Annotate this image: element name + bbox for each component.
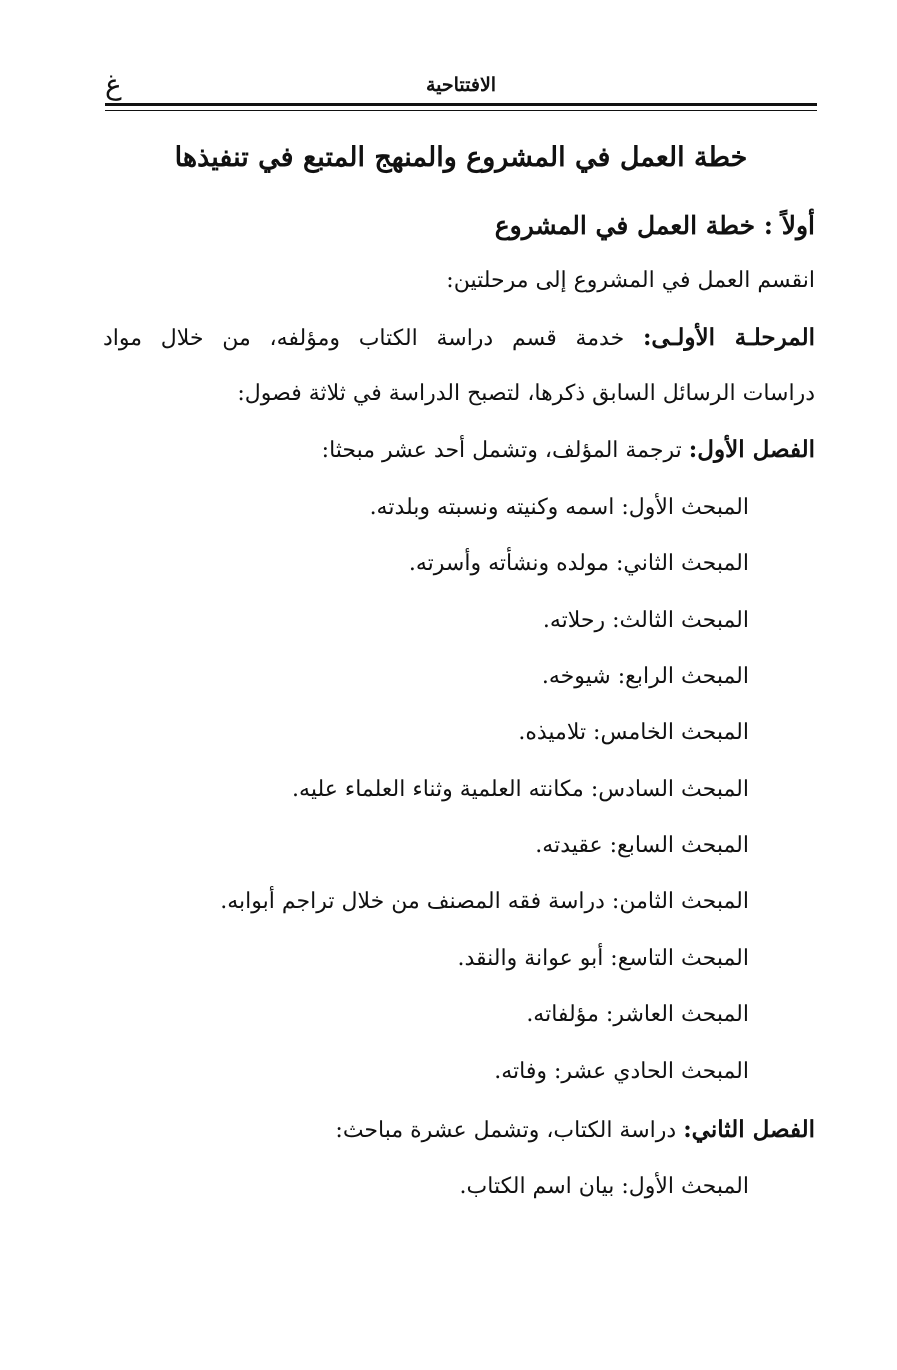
chapter1-section-11: المبحث الحادي عشر: وفاته. bbox=[494, 1059, 749, 1084]
chapter1-section-10: المبحث العاشر: مؤلفاته. bbox=[526, 1002, 749, 1027]
chapter2-text: دراسة الكتاب، وتشمل عشرة مباحث: bbox=[335, 1118, 677, 1143]
chapter2-heading-line bbox=[335, 1110, 815, 1151]
chapter2-term: الفصل الثاني: bbox=[683, 1116, 815, 1143]
chapter1-section-9: المبحث التاسع: أبو عوانة والنقد. bbox=[457, 946, 749, 971]
chapter1-section-6: المبحث السادس: مكانته العلمية وثناء العلماء عليه. bbox=[292, 777, 749, 802]
main-title: خطة العمل في المشروع والمنهج المتبع في تنفيذها bbox=[174, 142, 748, 173]
chapter1-text: ترجمة المؤلف، وتشمل أحد عشر مبحثا: bbox=[321, 438, 682, 463]
chapter2-section-1: المبحث الأول: بيان اسم الكتاب. bbox=[459, 1174, 749, 1199]
page-header bbox=[105, 68, 817, 104]
chapter1-section-8: المبحث الثامن: دراسة فقه المصنف من خلال تراجم أبوابه. bbox=[220, 889, 749, 914]
chapter1-heading-line bbox=[322, 430, 815, 471]
running-title: الافتتاحية bbox=[425, 74, 497, 96]
header-rule-thin bbox=[105, 110, 817, 111]
header-rule-thick bbox=[105, 103, 817, 106]
phase1-line1 bbox=[103, 318, 815, 359]
intro-paragraph: انقسم العمل في المشروع إلى مرحلتين: bbox=[446, 268, 815, 293]
chapter1-section-2: المبحث الثاني: مولده ونشأته وأسرته. bbox=[408, 551, 749, 576]
chapter1-section-4: المبحث الرابع: شيوخه. bbox=[541, 664, 749, 689]
phase1-text: خدمة قسم دراسة الكتاب ومؤلفه، من خلال مواد bbox=[103, 326, 625, 351]
chapter1-section-5: المبحث الخامس: تلاميذه. bbox=[518, 720, 749, 745]
chapter1-section-1: المبحث الأول: اسمه وكنيته ونسبته وبلدته. bbox=[369, 495, 749, 520]
chapter1-section-3: المبحث الثالث: رحلاته. bbox=[542, 608, 749, 633]
chapter1-section-7: المبحث السابع: عقيدته. bbox=[535, 833, 749, 858]
chapter1-term: الفصل الأول: bbox=[688, 436, 815, 463]
phase1-term: المرحلـة الأولـى: bbox=[642, 324, 815, 351]
section-heading: أولاً : خطة العمل في المشروع bbox=[494, 211, 815, 240]
page-number: غ bbox=[105, 68, 122, 101]
phase1-line2: دراسات الرسائل السابق ذكرها، لتصبح الدراسة في ثلاثة فصول: bbox=[237, 381, 815, 406]
